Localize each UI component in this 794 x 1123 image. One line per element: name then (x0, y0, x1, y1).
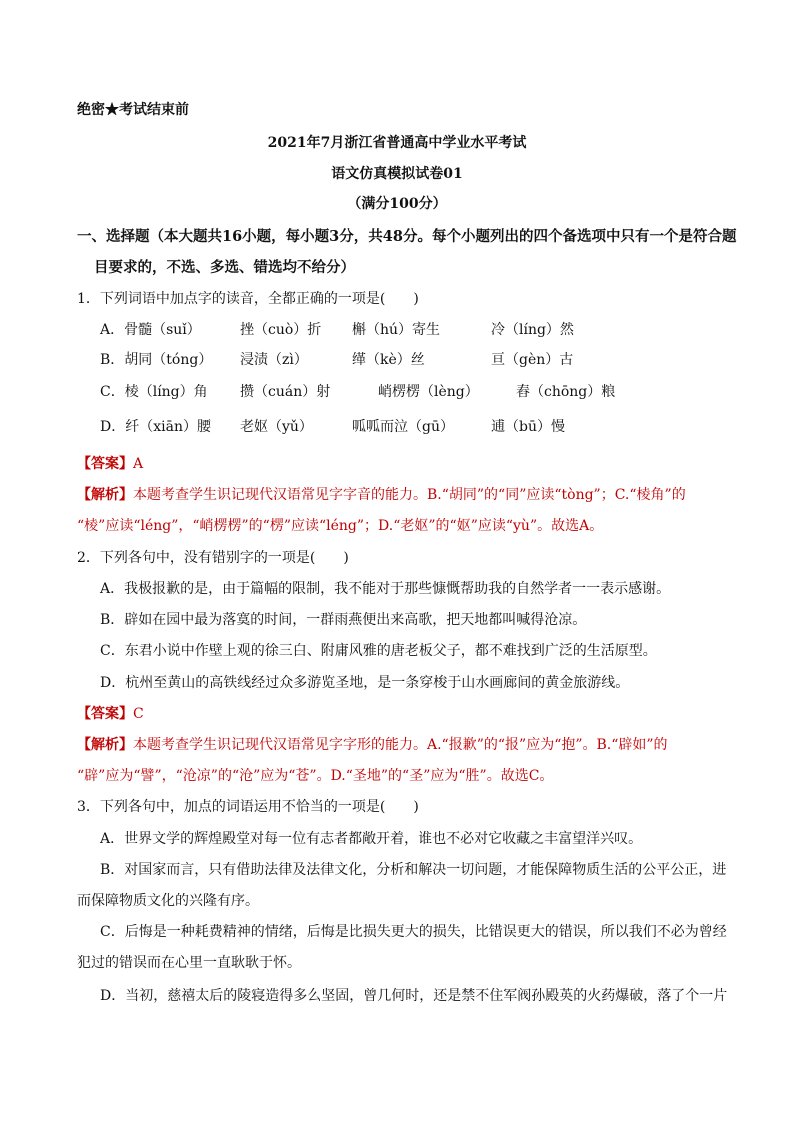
q1-option-a-4: 冷（líng）然 (491, 322, 574, 338)
q2-answer (77, 704, 144, 724)
q1-option-b-1: B．胡同（tóng） (100, 352, 213, 368)
analysis-label: 【解析】 (77, 487, 133, 503)
q1-option-d-2: 老妪（yǔ） (240, 419, 313, 435)
answer-value: C (133, 706, 144, 722)
q1-option-a-2: 挫（cuò）折 (240, 322, 322, 338)
analysis-text: 本题考查学生识记现代汉语常见字字形的能力。A.“报歉”的“报”应为“抱”。B.“辟如”的 (133, 737, 668, 753)
answer-label: 【答案】 (77, 456, 133, 472)
q1-option-a-3: 槲（hú）寄生 (352, 322, 441, 338)
q2-analysis-line2: “辟”应为“譬”，“沧凉”的“沧”应为“苍”。D.“圣地”的“圣”应为“胜”。故选C。 (77, 768, 554, 784)
exam-title: 2021年7月浙江省普通高中学业水平考试 (267, 135, 527, 151)
q2-stem: 2．下列各句中，没有错别字的一项是( ) (77, 550, 349, 566)
q1-option-b-2: 浸渍（zì） (240, 352, 308, 368)
section-heading-line1: 一、选择题（本大题共16小题，每小题3分，共48分。每个小题列出的四个备选项中只有一个是符合题 (77, 228, 737, 245)
q2-option-a: A．我极报歉的是，由于篇幅的限制，我不能对于那些慷慨帮助我的自然学者一一表示感谢。 (100, 581, 671, 597)
secret-label: 绝密★考试结束前 (77, 102, 189, 118)
answer-label: 【答案】 (77, 706, 133, 722)
q3-stem: 3．下列各句中，加点的词语运用不恰当的一项是( ) (77, 799, 419, 815)
q3-option-d: D．当初，慈禧太后的陵寝造得多么坚固，曾几何时，还是禁不住军阀孙殿英的火药爆破，落了个一片 (100, 988, 728, 1004)
q1-option-c-2: 攒（cuán）射 (240, 384, 331, 400)
paper-title: 语文仿真模拟试卷01 (331, 166, 463, 182)
q1-option-d-4: 逋（bū）慢 (491, 419, 565, 435)
analysis-text: 本题考查学生识记现代汉语常见字字音的能力。B.“胡同”的“同”应读“tòng”；C.“棱角”的 (133, 487, 686, 503)
q3-option-a: A．世界文学的辉煌殿堂对每一位有志者都敞开着，谁也不必对它收藏之丰富望洋兴叹。 (100, 831, 643, 847)
q2-option-c: C．东君小说中作壁上观的徐三白、附庸风雅的唐老板父子，都不难找到广泛的生活原型。 (100, 643, 657, 659)
q1-option-c-1: C．棱（líng）角 (100, 384, 208, 400)
q1-answer (77, 454, 143, 474)
q1-option-b-4: 亘（gèn）古 (491, 352, 574, 368)
analysis-label: 【解析】 (77, 737, 133, 753)
q1-analysis-line1 (77, 485, 686, 505)
q2-analysis-line1 (77, 735, 668, 755)
q2-option-b: B．辟如在园中最为落寞的时间，一群雨燕便出来高歌，把天地都叫喊得沧凉。 (100, 612, 587, 628)
section-heading-line2: 目要求的，不选、多选、错选均不给分） (94, 259, 355, 276)
q1-option-a-1: A．骨髓（suǐ） (100, 322, 201, 338)
q3-option-c: C．后悔是一种耗费精神的情绪，后悔是比损失更大的损失，比错误更大的错误，所以我们不必为曾经犯过的错误而在心里一直耿耿于怀。 (77, 924, 727, 971)
q1-option-d-3: 呱呱而泣（gū） (352, 419, 454, 435)
score-note: （满分100分） (347, 196, 447, 212)
q2-option-d: D．杭州至黄山的高铁线经过众多游览圣地，是一条穿梭于山水画廊间的黄金旅游线。 (100, 675, 630, 691)
q1-option-b-3: 缂（kè）丝 (352, 352, 425, 368)
answer-value: A (133, 456, 144, 472)
q1-stem: 1．下列词语中加点字的读音，全都正确的一项是( ) (77, 291, 419, 307)
q1-option-c-3: 峭楞楞（lèng） (378, 384, 479, 400)
q1-option-c-4: 舂（chōng）粮 (516, 384, 616, 400)
q1-analysis-line2: “棱”应读“léng”，“峭楞楞”的“楞”应读“léng”；D.“老妪”的“妪”应读“yù”。故选A。 (77, 518, 604, 534)
q3-option-b: B．对国家而言，只有借助法律及法律文化，分析和解决一切问题，才能保障物质生活的公平公正，进而保障物质文化的兴隆有序。 (77, 862, 727, 909)
q1-option-d-1: D．纤（xiān）腰 (100, 419, 211, 435)
